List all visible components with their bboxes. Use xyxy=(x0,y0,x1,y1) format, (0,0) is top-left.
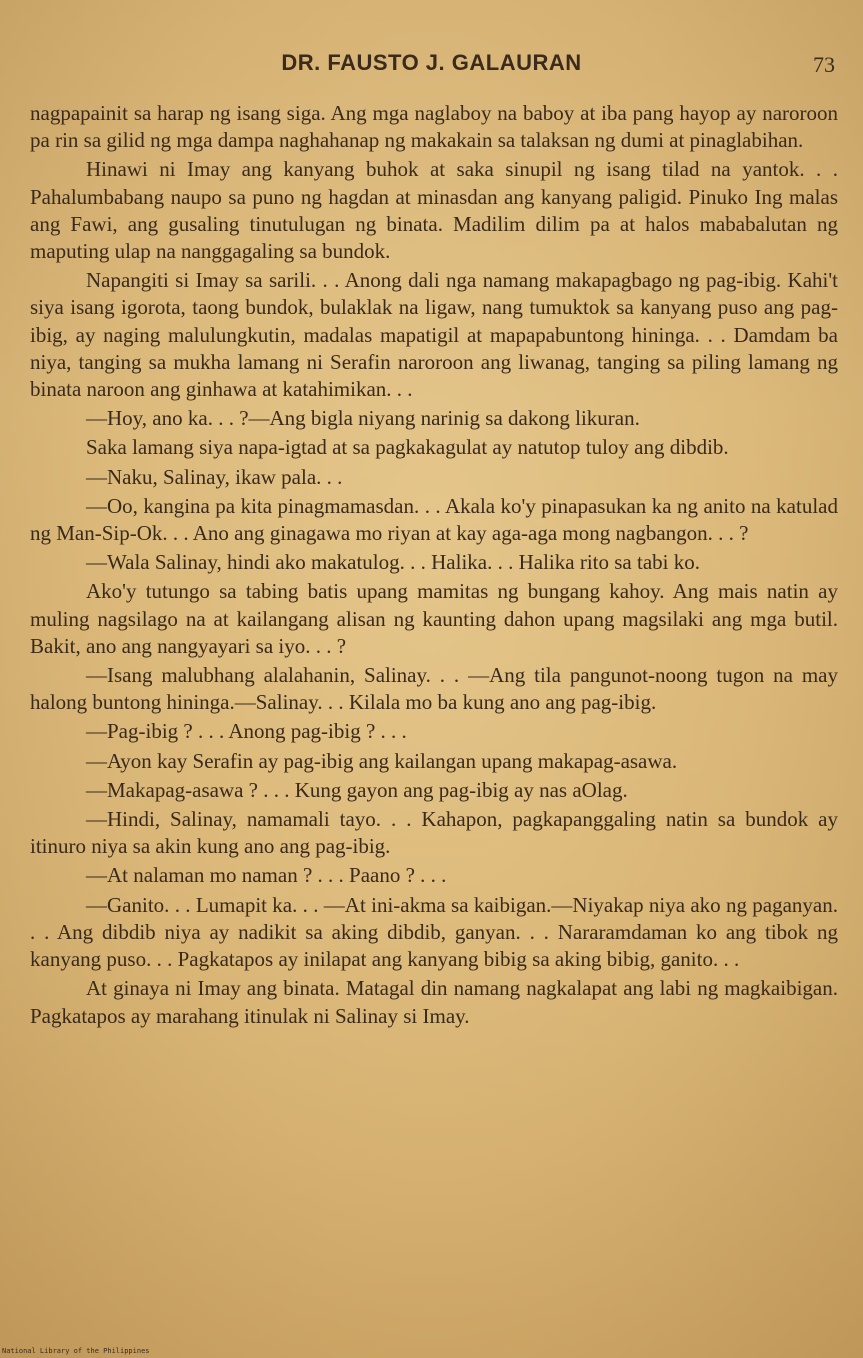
dialogue-line: —Wala Salinay, hindi ako makatulog. . . Halika. . . Halika rito sa tabi ko. xyxy=(86,550,700,575)
page-header xyxy=(0,50,863,82)
dialogue-line: —Ayon kay Serafin ay pag-ibig ang kailangan upang makapag-asawa. xyxy=(86,748,678,773)
dialogue-line: —Oo, kangina pa kita pinagmamasdan. . . Akala ko'y pinapasukan ka ng anito na katulad ng Man-Sip-Ok. . . Ano ang ginagawa mo riyan at kay aga-aga mong nagbangon. . . ? xyxy=(30,493,838,546)
dialogue-line: —Hindi, Salinay, namamali tayo. . . Kahapon, pagkapanggaling natin sa bundok ay itinuro niya sa akin kung ano ang pag-ibig. xyxy=(30,807,838,859)
paragraph-continued: nagpapainit sa harap ng isang siga. Ang mga naglaboy na baboy at iba pang hayop ay naroroon pa rin sa gilid ng mga dampa naghahanap ng makakain sa talaksan ng dumi at pinaglabihan. xyxy=(30,101,838,153)
dialogue-line: —At nalaman mo naman ? . . . Paano ? . . . xyxy=(86,863,447,888)
dialogue-line: —Ganito. . . Lumapit ka. . . —At ini-akma sa kaibigan.—Niyakap niya ako ng paganyan. . . Ang dibdib niya ay nadikit sa aking dibdib, ganyan. . . Nararamdaman ko ang tibok ng kanyang puso. . . Pagkatapos ay inilapat ang kanyang bibig sa aking bibig, ganito. . . xyxy=(30,892,838,972)
paragraph: Hinawi ni Imay ang kanyang buhok at saka sinupil ng isang tilad na yantok. . . Pahalumbabang naupo sa puno ng hagdan at minasdan ang kanyang paligid. Pinuko Ing malas ang Fawi, ang gusaling tinutulugan ng binata. Madilim dilim pa at halos mababalutan ng maputing ulap na nanggagaling sa bundok. xyxy=(30,157,838,264)
library-credit: National Library of the Philippines xyxy=(2,1347,150,1355)
dialogue-line: —Makapag-asawa ? . . . Kung gayon ang pag-ibig ay nas aOlag. xyxy=(86,777,628,802)
dialogue-line: —Naku, Salinay, ikaw pala. . . xyxy=(86,464,343,489)
paragraph: Saka lamang siya napa-igtad at sa pagkakagulat ay natutop tuloy ang dibdib. xyxy=(86,435,729,460)
paragraph: Napangiti si Imay sa sarili. . . Anong dali nga namang makapagbago ng pag-ibig. Kahi't siya isang igorota, taong bundok, bulaklak na ligaw, nang tumuktok sa kanyang puso ang pag-ibig, ay naging malulungkutin, madalas mapatigil at mapapabuntong hininga. . . Damdam ba niya, tanging sa mukha lamang ni Serafin naroroon ang liwanag, tanging sa piling lamang ng binata naroon ang ginhawa at katahimikan. . . xyxy=(30,268,838,402)
dialogue-line: —Hoy, ano ka. . . ?—Ang bigla niyang narinig sa dakong likuran. xyxy=(86,406,640,431)
page-number: 73 xyxy=(813,52,835,77)
running-head: DR. FAUSTO J. GALAURAN xyxy=(281,50,582,75)
dialogue-line: —Isang malubhang alalahanin, Salinay. . . —Ang tila pangunot-noong tugon na may halong buntong hininga.—Salinay. . . Kilala mo ba kung ano ang pag-ibig. xyxy=(30,663,838,715)
dialogue-line: —Pag-ibig ? . . . Anong pag-ibig ? . . . xyxy=(86,719,407,744)
paragraph: At ginaya ni Imay ang binata. Matagal din namang nagkalapat ang labi ng magkaibigan. Pagkatapos ay marahang itinulak ni Salinay si Imay. xyxy=(30,976,838,1028)
paragraph: Ako'y tutungo sa tabing batis upang mamitas ng bungang kahoy. Ang mais natin ay muling nagsilago na at kailangang alisan ng kaunting dahon upang magsilaki ang mga butil. Bakit, ano ang nangyayari sa iyo. . . ? xyxy=(30,579,838,658)
body-text xyxy=(30,100,838,1032)
